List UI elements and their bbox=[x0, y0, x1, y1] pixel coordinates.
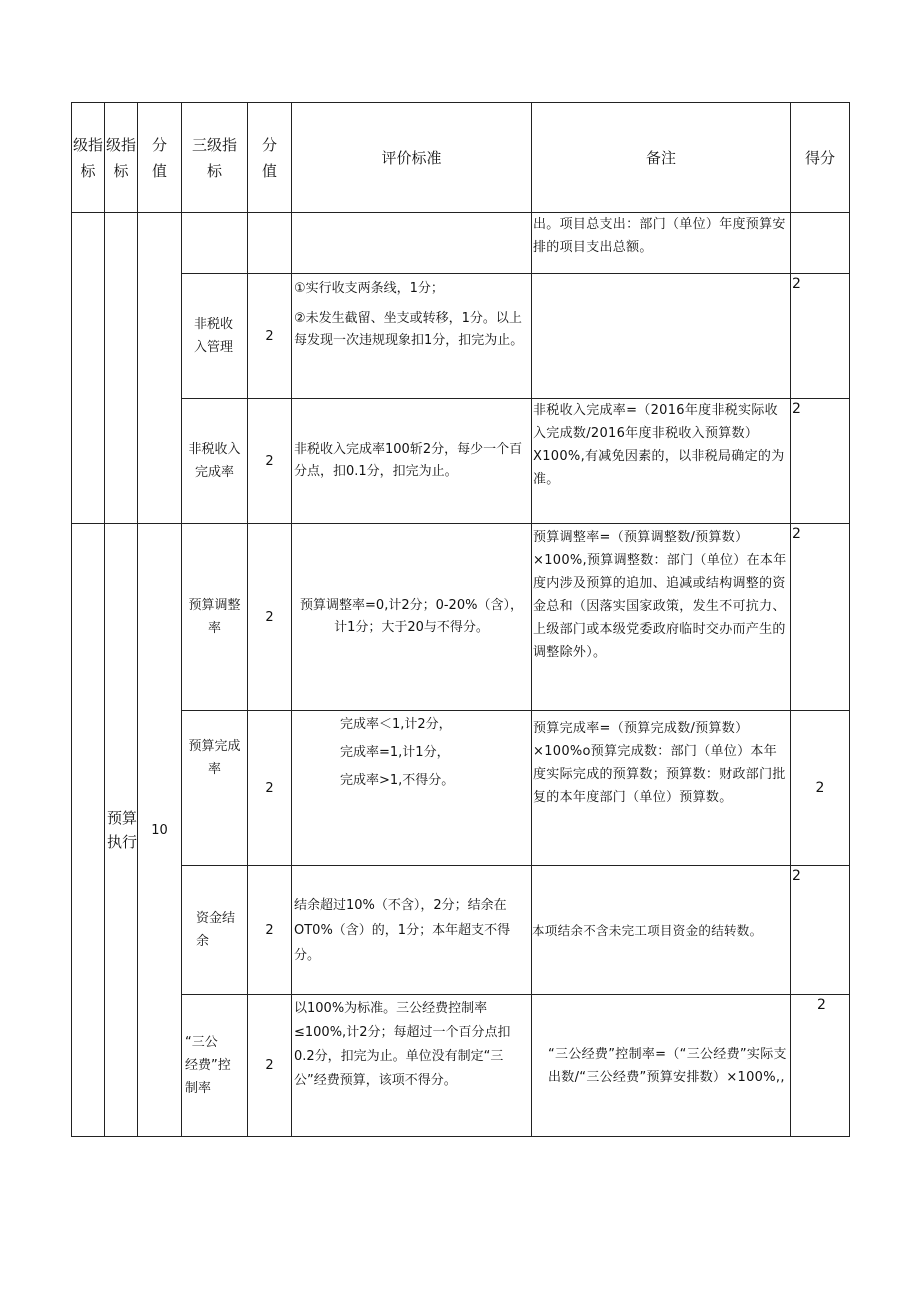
result-value: 2 bbox=[815, 780, 825, 796]
criteria-line-3: 完成率>1,不得分。 bbox=[340, 773, 455, 788]
score-cell bbox=[248, 213, 292, 274]
table-row bbox=[72, 399, 850, 524]
score-cell bbox=[248, 524, 292, 711]
result-cell bbox=[791, 711, 850, 866]
table-row bbox=[72, 274, 850, 399]
table-row bbox=[72, 866, 850, 995]
criteria-cell bbox=[292, 711, 532, 866]
header-level1: 级指 标 bbox=[72, 103, 105, 213]
score-value: 2 bbox=[265, 453, 274, 469]
note-text: “三公经费”控制率=（“三公经费”实际支出数/“三公经费”预算安排数）×100%,, bbox=[548, 1046, 787, 1085]
result-cell bbox=[791, 213, 850, 274]
indicator-label: 非税收入 完成率 bbox=[188, 442, 241, 480]
score-cell bbox=[248, 399, 292, 524]
indicator-label: 非税收 入管理 bbox=[194, 317, 234, 355]
result-cell bbox=[791, 399, 850, 524]
criteria-text: 结余超过10%（不含），2分；结余在OT0%（含）的，1分；本年超支不得分。 bbox=[294, 897, 511, 963]
level2-score-value: 10 bbox=[151, 822, 168, 838]
result-value: 2 bbox=[792, 401, 801, 417]
result-value: 2 bbox=[792, 276, 801, 292]
table-row bbox=[72, 711, 850, 866]
evaluation-table bbox=[71, 102, 850, 1137]
header-result: 得分 bbox=[791, 103, 850, 213]
note-cell bbox=[532, 274, 791, 399]
criteria-cell bbox=[292, 866, 532, 995]
score-cell bbox=[248, 995, 292, 1137]
score-value: 2 bbox=[265, 609, 274, 625]
level2-cell bbox=[105, 213, 138, 524]
result-value: 2 bbox=[817, 997, 826, 1013]
score-value: 2 bbox=[265, 328, 274, 344]
note-text: 出。项目总支出：部门（单位）年度预算安排的项目支出总额。 bbox=[533, 217, 786, 255]
note-cell bbox=[532, 399, 791, 524]
indicator-cell bbox=[182, 711, 248, 866]
indicator-cell bbox=[182, 213, 248, 274]
criteria-text: 以100%为标准。三公经费控制率≤100%,计2分；每超过一个百分点扣0.2分，扣完为止。单位没有制定“三公”经费预算，该项不得分。 bbox=[294, 1001, 511, 1088]
level2-score-cell bbox=[138, 524, 182, 1137]
note-text: 预算完成率=（预算完成数/预算数）×100%o预算完成数：部门（单位）本年度实际完成的预算数；预算数：财政部门批复的本年度部门（单位）预算数。 bbox=[533, 721, 786, 805]
header-note: 备注 bbox=[532, 103, 791, 213]
note-text: 预算调整率=（预算调整数/预算数）×100%,预算调整数：部门（单位）在本年度内涉及预算的追加、追减或结构调整的资金总和（因落实国家政策，发生不可抗力、上级部门或本级党委政府临时交办而产生的调整除外）。 bbox=[533, 530, 787, 660]
score-value: 2 bbox=[265, 780, 274, 796]
score-cell bbox=[248, 711, 292, 866]
table-row bbox=[72, 213, 850, 274]
indicator-label: “三公 经费”控 制率 bbox=[185, 1035, 231, 1096]
level1-cell bbox=[72, 524, 105, 1137]
result-cell bbox=[791, 524, 850, 711]
criteria-cell bbox=[292, 995, 532, 1137]
score-value: 2 bbox=[265, 1058, 274, 1073]
indicator-cell bbox=[182, 995, 248, 1137]
score-cell bbox=[248, 866, 292, 995]
criteria-line-2: 完成率=1,计1分， bbox=[340, 745, 450, 760]
header-row bbox=[72, 103, 850, 213]
note-cell bbox=[532, 866, 791, 995]
result-cell bbox=[791, 866, 850, 995]
header-score2: 分 值 bbox=[248, 103, 292, 213]
criteria-cell bbox=[292, 399, 532, 524]
level2-label: 预算 执行 bbox=[107, 809, 138, 851]
result-cell bbox=[791, 995, 850, 1137]
level2-cell bbox=[105, 524, 138, 1137]
criteria-line-1: ①实行收支两条线，1分； bbox=[294, 281, 444, 296]
criteria-text: 非税收入完成率100斩2分，每少一个百分点，扣0.1分，扣完为止。 bbox=[294, 442, 523, 479]
note-cell bbox=[532, 995, 791, 1137]
criteria-cell bbox=[292, 524, 532, 711]
note-text: 本项结余不含未完工项目资金的结转数。 bbox=[532, 922, 763, 938]
result-value: 2 bbox=[792, 868, 801, 884]
score-cell bbox=[248, 274, 292, 399]
note-cell bbox=[532, 213, 791, 274]
level2-score-cell bbox=[138, 213, 182, 524]
note-cell bbox=[532, 711, 791, 866]
table-row bbox=[72, 995, 850, 1137]
indicator-label: 资金结 余 bbox=[196, 911, 236, 949]
level1-cell bbox=[72, 213, 105, 524]
indicator-label: 预算完成 率 bbox=[188, 739, 241, 777]
header-level3: 三级指 标 bbox=[182, 103, 248, 213]
indicator-cell bbox=[182, 399, 248, 524]
criteria-cell bbox=[292, 213, 532, 274]
result-value: 2 bbox=[792, 526, 801, 542]
header-score1: 分 值 bbox=[138, 103, 182, 213]
header-level2: 级指 标 bbox=[105, 103, 138, 213]
header-criteria: 评价标准 bbox=[292, 103, 532, 213]
table-row bbox=[72, 524, 850, 711]
criteria-cell bbox=[292, 274, 532, 399]
indicator-cell bbox=[182, 524, 248, 711]
score-value: 2 bbox=[265, 922, 274, 938]
indicator-cell bbox=[182, 274, 248, 399]
result-cell bbox=[791, 274, 850, 399]
note-cell bbox=[532, 524, 791, 711]
note-text: 非税收入完成率=（2016年度非税实际收入完成数/2016年度非税收入预算数）X100%,有减免因素的，以非税局确定的为准。 bbox=[533, 403, 785, 487]
indicator-label: 预算调整 率 bbox=[188, 598, 241, 636]
criteria-text: 预算调整率=0,计2分；0-20%（含），计1分；大于20与不得分。 bbox=[300, 598, 523, 635]
indicator-cell bbox=[182, 866, 248, 995]
criteria-line-2: ②未发生截留、坐支或转移，1分。以上每发现一次违规现象扣1分，扣完为止。 bbox=[294, 311, 524, 348]
criteria-line-1: 完成率＜1,计2分， bbox=[340, 717, 452, 732]
